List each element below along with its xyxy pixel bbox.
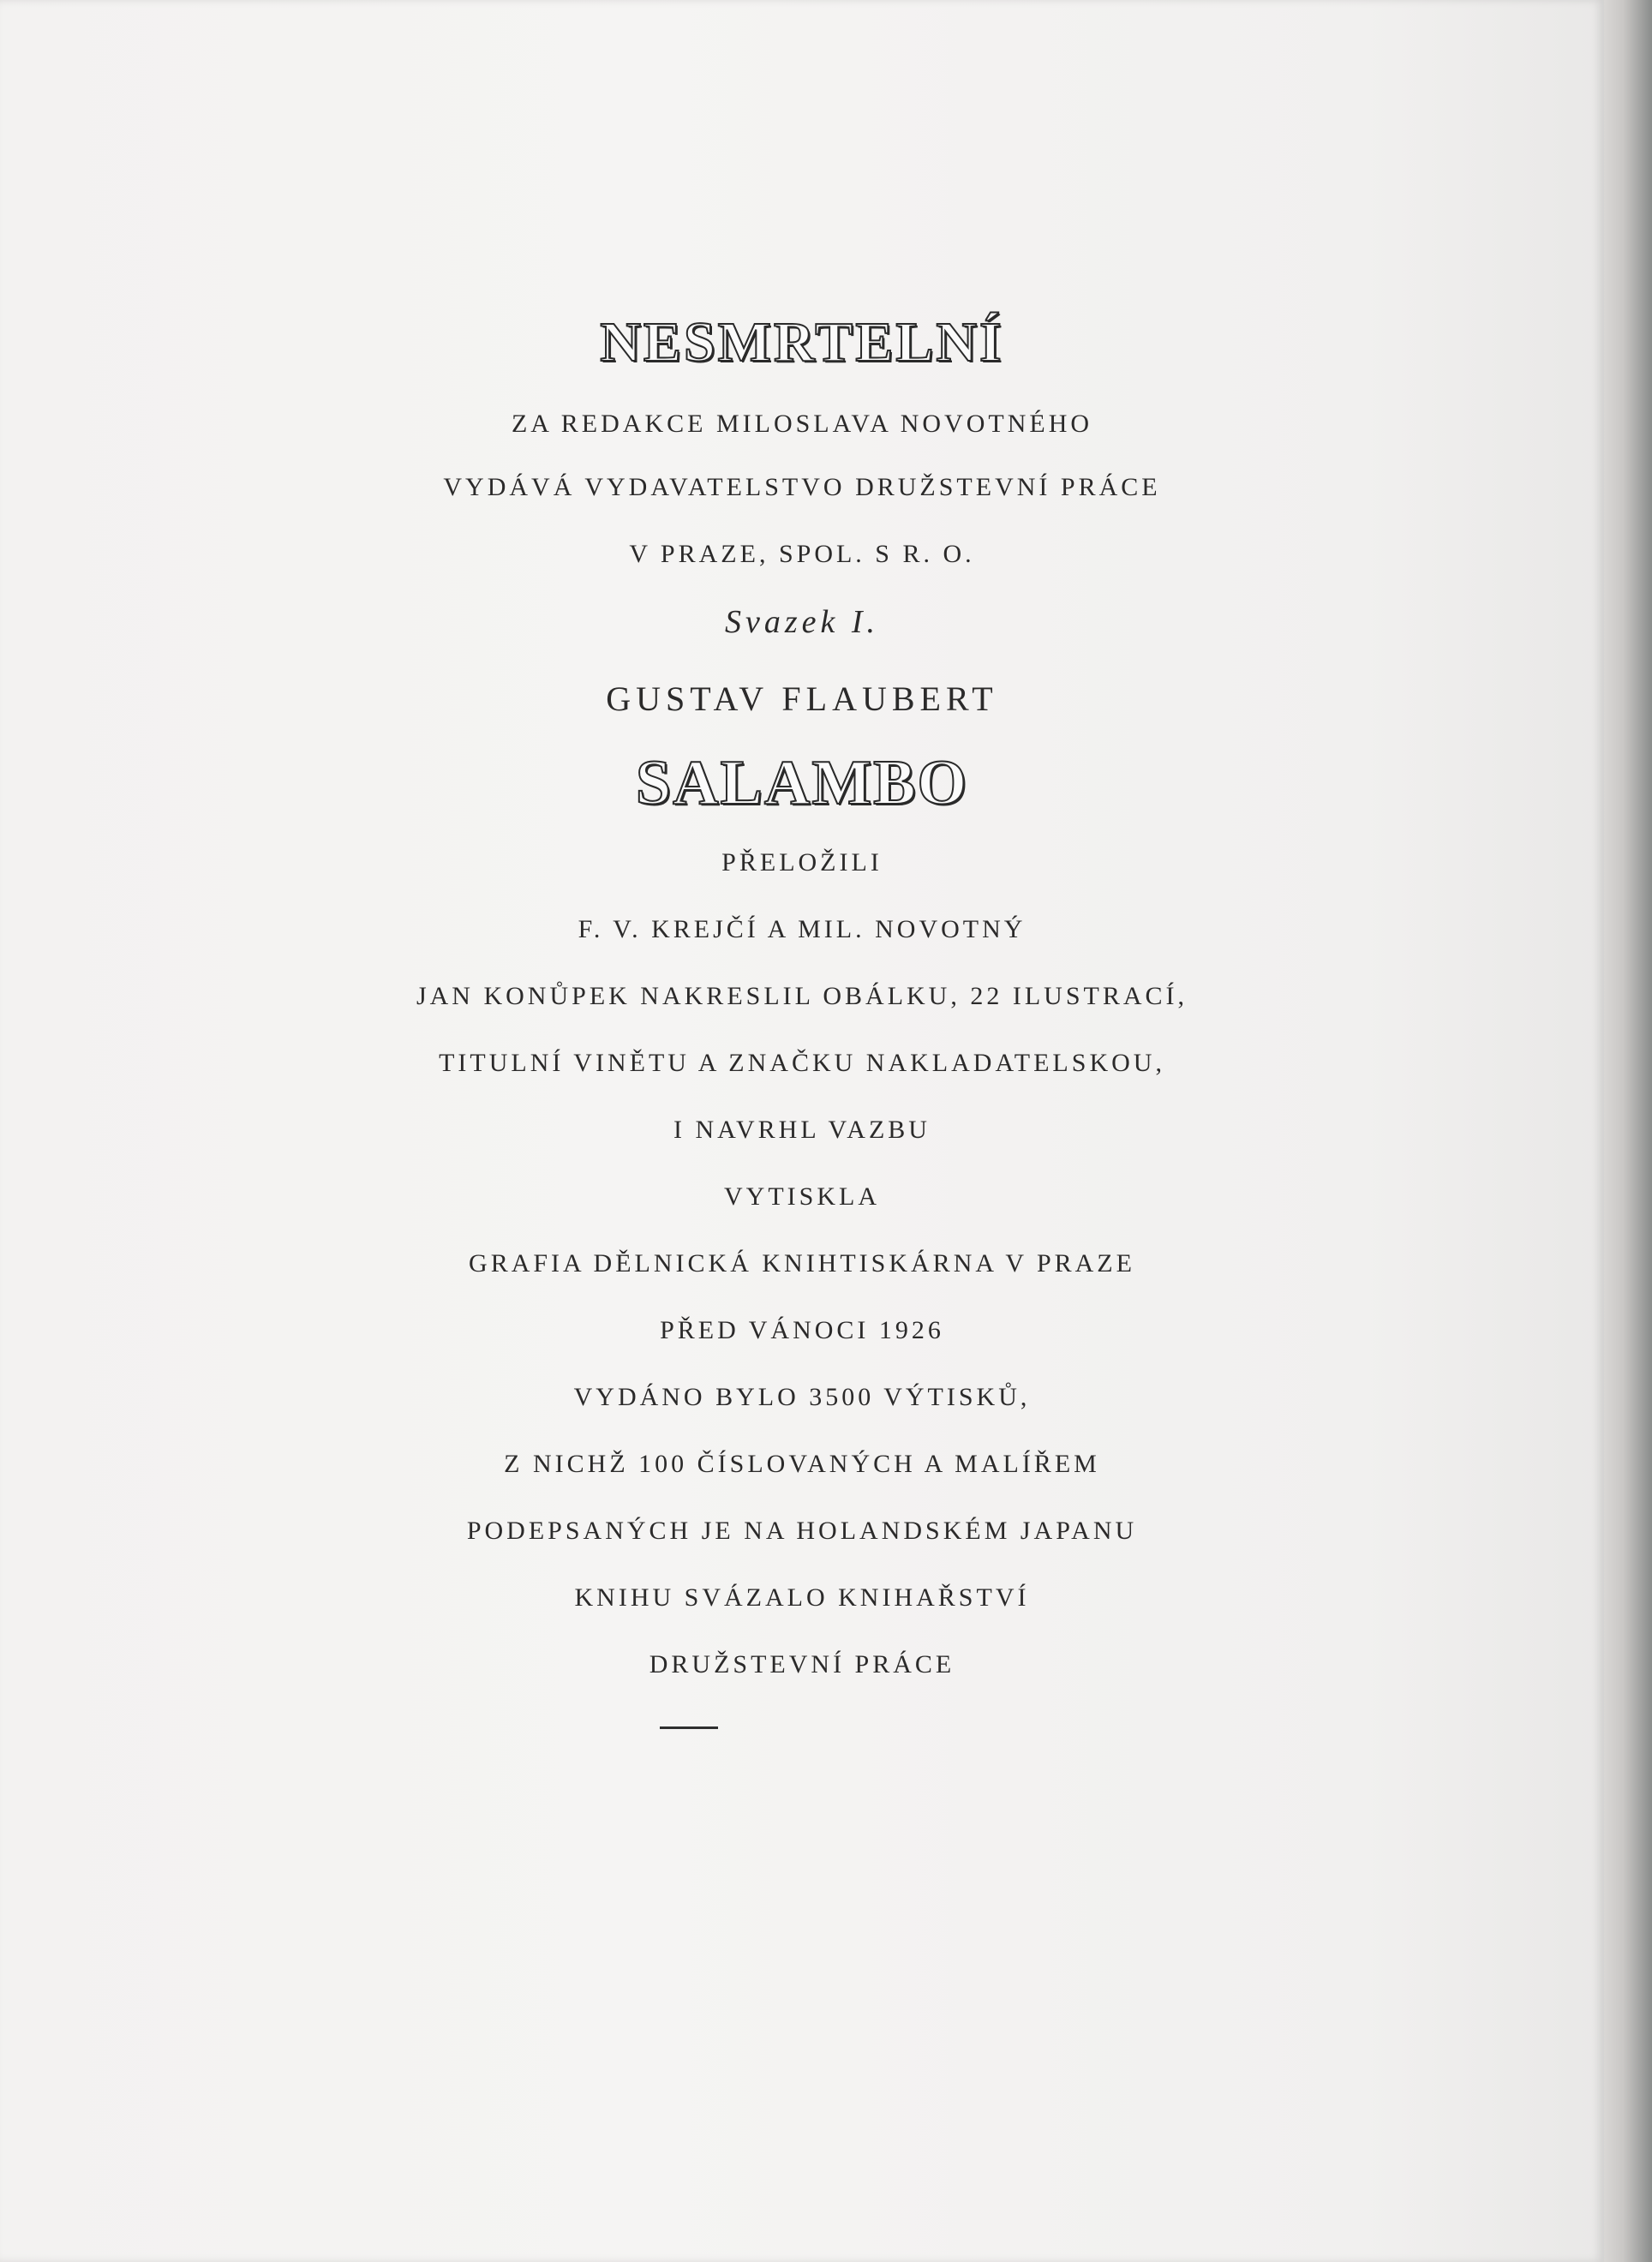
translated-label: PŘELOŽILI [721,848,883,877]
edition-line-2: Z NICHŽ 100 ČÍSLOVANÝCH A MALÍŘEM [504,1450,1100,1478]
volume-number: Svazek I. [724,604,880,640]
author-name: GUSTAV FLAUBERT [606,679,998,718]
illustration-line-1: JAN KONŮPEK NAKRESLIL OBÁLKU, 22 ILUSTRACÍ, [416,982,1188,1010]
illustration-line-3: I NAVRHL VAZBU [673,1116,931,1144]
binding-line-2: DRUŽSTEVNÍ PRÁCE [649,1650,955,1679]
printer-name: GRAFIA DĚLNICKÁ KNIHTISKÁRNA V PRAZE [469,1249,1135,1278]
binding-line-1: KNIHU SVÁZALO KNIHAŘSTVÍ [574,1583,1030,1612]
publisher-line-2: V PRAZE, SPOL. S R. O. [629,540,975,568]
print-date: PŘED VÁNOCI 1926 [660,1316,944,1344]
translators: F. V. KREJČÍ A MIL. NOVOTNÝ [578,915,1027,943]
illustration-line-2: TITULNÍ VINĚTU A ZNAČKU NAKLADATELSKOU, [439,1049,1165,1077]
series-title: NESMRTELNÍ [600,311,1004,374]
book-title: SALAMBO [635,748,969,818]
editor-line: ZA REDAKCE MILOSLAVA NOVOTNÉHO [511,410,1093,438]
printed-label: VYTISKLA [724,1182,880,1211]
closing-rule [660,1726,718,1729]
publisher-line-1: VYDÁVÁ VYDAVATELSTVO DRUŽSTEVNÍ PRÁCE [443,473,1161,501]
edition-line-3: PODEPSANÝCH JE NA HOLANDSKÉM JAPANU [466,1517,1138,1545]
edition-line-1: VYDÁNO BYLO 3500 VÝTISKŮ, [573,1383,1031,1411]
page-edge [1604,0,1652,2262]
